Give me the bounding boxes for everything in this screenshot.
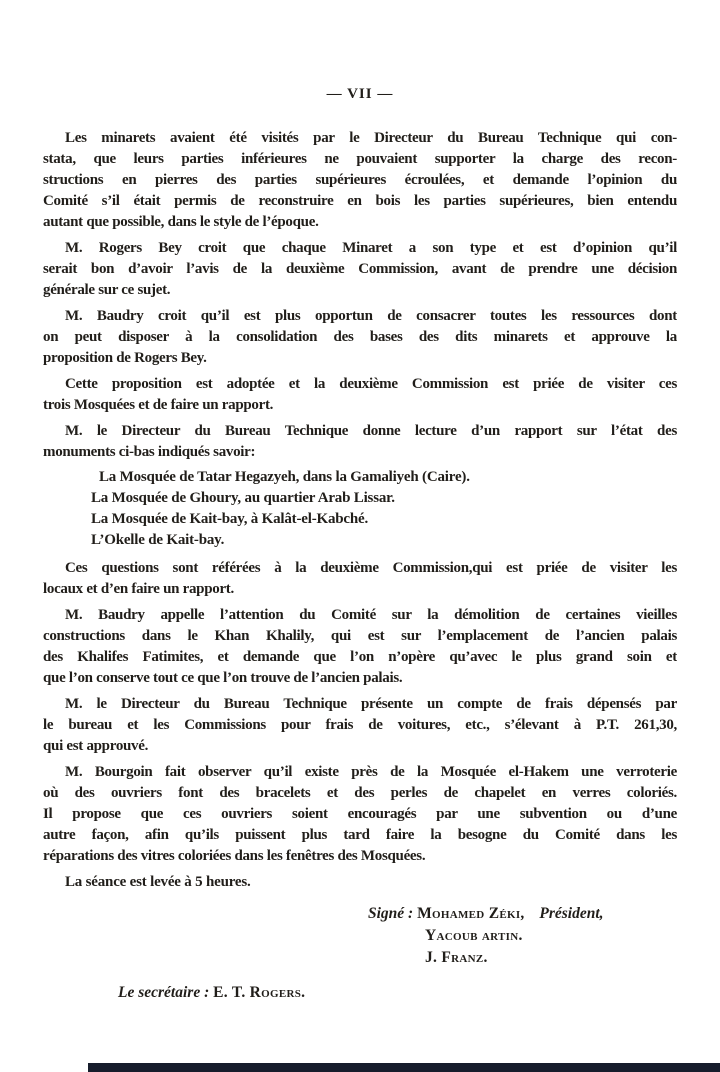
paragraph (43, 238, 677, 301)
text-line: Il propose que ces ouvriers soient encouragés par une subvention ou d’une (43, 806, 677, 822)
paragraph (43, 605, 677, 689)
monument-list-item: La Mosquée de Ghoury, au quartier Arab Lissar. (91, 490, 395, 506)
signature-block (368, 903, 677, 969)
text-line: où des ouvriers font des bracelets et des perles de chapelet en verres coloriés. (43, 785, 677, 801)
text-line: Comité s’il était permis de reconstruire en bois les parties supérieures, bien entendu (43, 193, 677, 209)
text-line: on peut disposer à la consolidation des bases des dits minarets et approuve la (43, 329, 677, 345)
text-line: le bureau et les Commissions pour frais de voitures, etc., s’élevant à P.T. 261,30, (43, 717, 677, 733)
signature-line-third: J. Franz. (425, 949, 488, 966)
text-line: autant que possible, dans le style de l’époque. (43, 214, 319, 230)
signature-line-second: Yacoub artin. (425, 927, 523, 944)
text-line: constructions dans le Khan Khalily, qui est sur l’emplacement de l’ancien palais (43, 628, 677, 644)
monument-list-item: La Mosquée de Kait-bay, à Kalât-el-Kabché. (91, 511, 369, 527)
monument-list-item: La Mosquée de Tatar Hegazyeh, dans la Gamaliyeh (Caire). (99, 469, 470, 485)
monument-list-item: L’Okelle de Kait-bay. (91, 532, 225, 548)
paragraph (43, 374, 677, 416)
monument-list (43, 467, 677, 551)
scan-edge-artifact (88, 1063, 720, 1072)
text-line: monuments ci-bas indiqués savoir: (43, 444, 256, 460)
text-line: générale sur ce sujet. (43, 282, 171, 298)
text-line: Les minarets avaient été visités par le Directeur du Bureau Technique qui con- (65, 130, 677, 146)
text-line: des Khalifes Fatimites, et demande que l’on n’opère qu’avec le plus grand soin et (43, 649, 677, 665)
paragraph (43, 306, 677, 369)
text-line: M. Rogers Bey croit que chaque Minaret a son type et est d’opinion qu’il (65, 240, 677, 256)
page-number-header: — VII — (326, 86, 394, 102)
text-column (43, 0, 677, 1004)
text-line: trois Mosquées et de faire un rapport. (43, 397, 274, 413)
signature-line-president (368, 903, 677, 925)
text-line: M. le Directeur du Bureau Technique présente un compte de frais dépensés par (65, 696, 677, 712)
president-title: Président, (539, 905, 604, 922)
secretary-line (118, 982, 677, 1004)
text-line: que l’on conserve tout ce que l’on trouve de l’ancien palais. (43, 670, 403, 686)
paragraph (43, 558, 677, 600)
text-line: Cette proposition est adoptée et la deuxième Commission est priée de visiter ces (65, 376, 677, 392)
paragraph (43, 694, 677, 757)
text-line: M. Bourgoin fait observer qu’il existe près de la Mosquée el-Hakem une verroterie (65, 764, 677, 780)
text-line: M. le Directeur du Bureau Technique donne lecture d’un rapport sur l’état des (65, 423, 677, 439)
text-line: structions en pierres des parties supérieures écroulées, et demande l’opinion du (43, 172, 677, 188)
signed-label: Signé : (368, 905, 414, 922)
text-line: autre façon, afin qu’ils puissent plus tard faire la besogne du Comité dans les (43, 827, 677, 843)
president-name: Mohamed Zéki, (417, 905, 525, 922)
text-line: locaux et d’en faire un rapport. (43, 581, 234, 597)
text-line: qui est approuvé. (43, 738, 149, 754)
paragraph (43, 128, 677, 233)
text-line: stata, que leurs parties inférieures ne pouvaient supporter la charge des recon- (43, 151, 677, 167)
paragraph (43, 421, 677, 463)
secretary-name: E. T. Rogers. (213, 984, 306, 1001)
text-line: serait bon d’avoir l’avis de la deuxième Commission, avant de prendre une décision (43, 261, 677, 277)
minutes-paragraphs-bottom (43, 558, 677, 867)
secretary-label: Le secrétaire : (118, 984, 210, 1001)
text-line: réparations des vitres coloriées dans les fenêtres des Mosquées. (43, 848, 426, 864)
text-line: M. Baudry croit qu’il est plus opportun de consacrer toutes les ressources dont (65, 308, 677, 324)
text-line: Ces questions sont référées à la deuxième Commission,qui est priée de visiter les (65, 560, 677, 576)
paragraph (43, 762, 677, 867)
closing-line: La séance est levée à 5 heures. (65, 874, 251, 890)
text-line: proposition de Rogers Bey. (43, 350, 207, 366)
text-line: M. Baudry appelle l’attention du Comité sur la démolition de certaines vieilles (65, 607, 677, 623)
minutes-paragraphs-top (43, 128, 677, 463)
